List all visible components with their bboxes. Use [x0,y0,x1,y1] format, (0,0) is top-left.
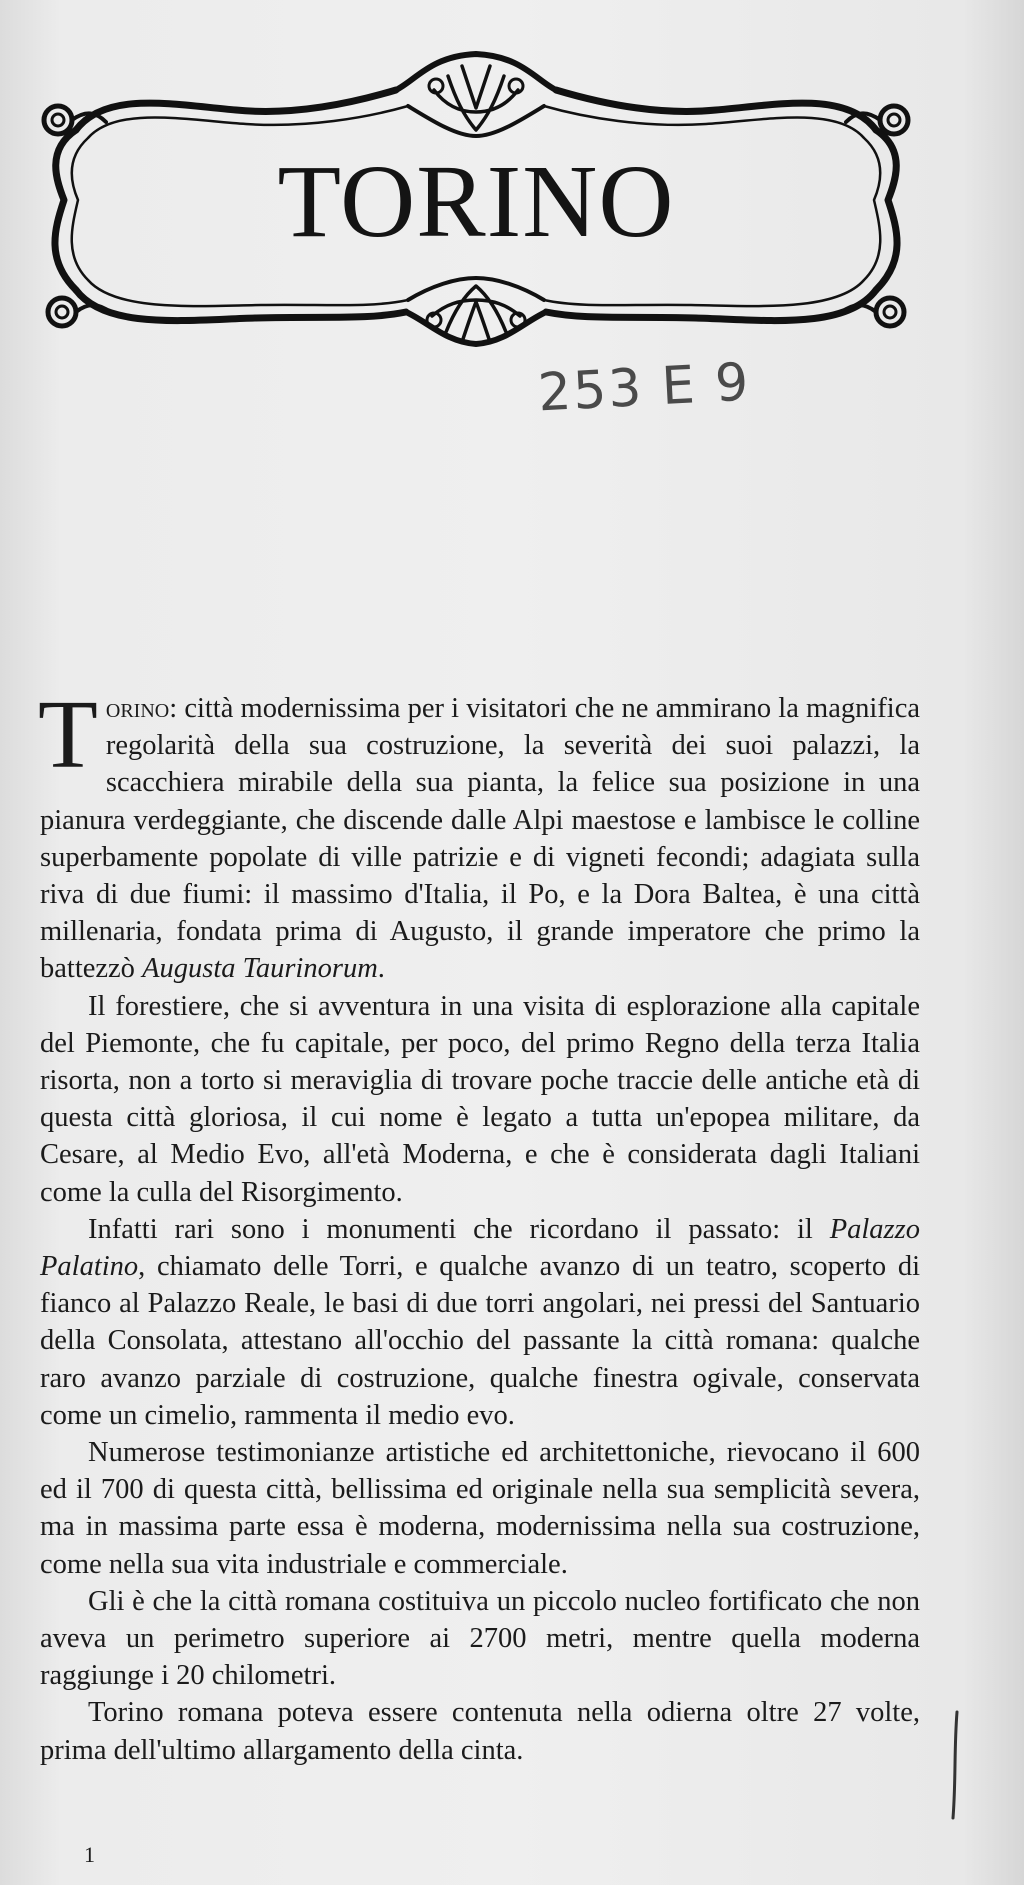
smallcaps-word: orino [105,693,170,724]
page-title: TORINO [277,144,675,259]
drop-cap: T [38,681,98,789]
paragraph-3 [40,1211,920,1434]
page-number: 1 [84,1842,95,1867]
paragraph-1 [38,681,920,988]
paragraph-5: Gli è che la città romana costituiva un piccolo nucleo fortificato che non aveva un perimetro superiore ai 2700 metri, mentre quella moderna raggiunge i 20 chilometri. [40,1585,920,1692]
handwritten-catalog-note: 253 E 9 [536,352,752,424]
italic-latin-name: Augusta Taurinorum [142,953,378,985]
paragraph-2: Il forestiere, che si avventura in una visita di esplorazione alla capitale del Piemonte, che fu capitale, per poco, del primo Regno della terza Italia risorta, non a torto si meraviglia di trovare poche traccie delle antiche età di questa città gloriosa, il cui nome è legato a tutta un'epopea militare, da Cesare, al Medio Evo, all'età Moderna, e che è considerata dagli Italiani come la culla del Risorgimento. [40,990,920,1208]
body-text [38,681,920,1769]
paragraph-4: Numerose testimonianze artistiche ed architettoniche, rievocano il 600 ed il 700 di questa città, bellissima ed originale nella sua semplicità severa, ma in massima parte essa è moderna, modernissima nella sua costruzione, come nella sua vita industriale e commerciale. [40,1437,920,1580]
paragraph-3-start: Infatti rari sono i monumenti che ricordano il passato: il [88,1213,830,1245]
italic-palace-name: Palazzo Palatino [40,1213,920,1283]
paragraph-6: Torino romana poteva essere contenuta nella odierna oltre 27 volte, prima dell'ultimo allargamento della cinta. [40,1697,920,1766]
paragraph-1-end: . [377,953,385,985]
margin-pencil-mark [951,1710,959,1820]
paragraph-1-text: : città modernissima per i visitatori che ne ammirano la magnifica regolarità della sua costruzione, la severità dei suoi palazzi, la scacchiera mirabile della sua pianta, la felice sua posizione in una pianura verdeggiante, che discende dalle Alpi maestose e lambisce le colline superbamente popolate di ville patrizie e di vigneti fecondi; adagiata sulla riva di due fiumi: il massimo d'Italia, il Po, e la Dora Baltea, è una città millenaria, fondata prima di Augusto, il grande imperatore che primo la battezzò [40,693,920,985]
paragraph-3-rest: , chiamato delle Torri, e qualche avanzo di un teatro, scoperto di fianco al Palazzo Reale, le basi di due torri angolari, nei pressi del Santuario della Consolata, attestano all'occhio del passante la città romana: qualche raro avanzo parziale di costruzione, qualche finestra ogivale, conservata come un cimelio, rammenta il medio evo. [40,1251,920,1431]
